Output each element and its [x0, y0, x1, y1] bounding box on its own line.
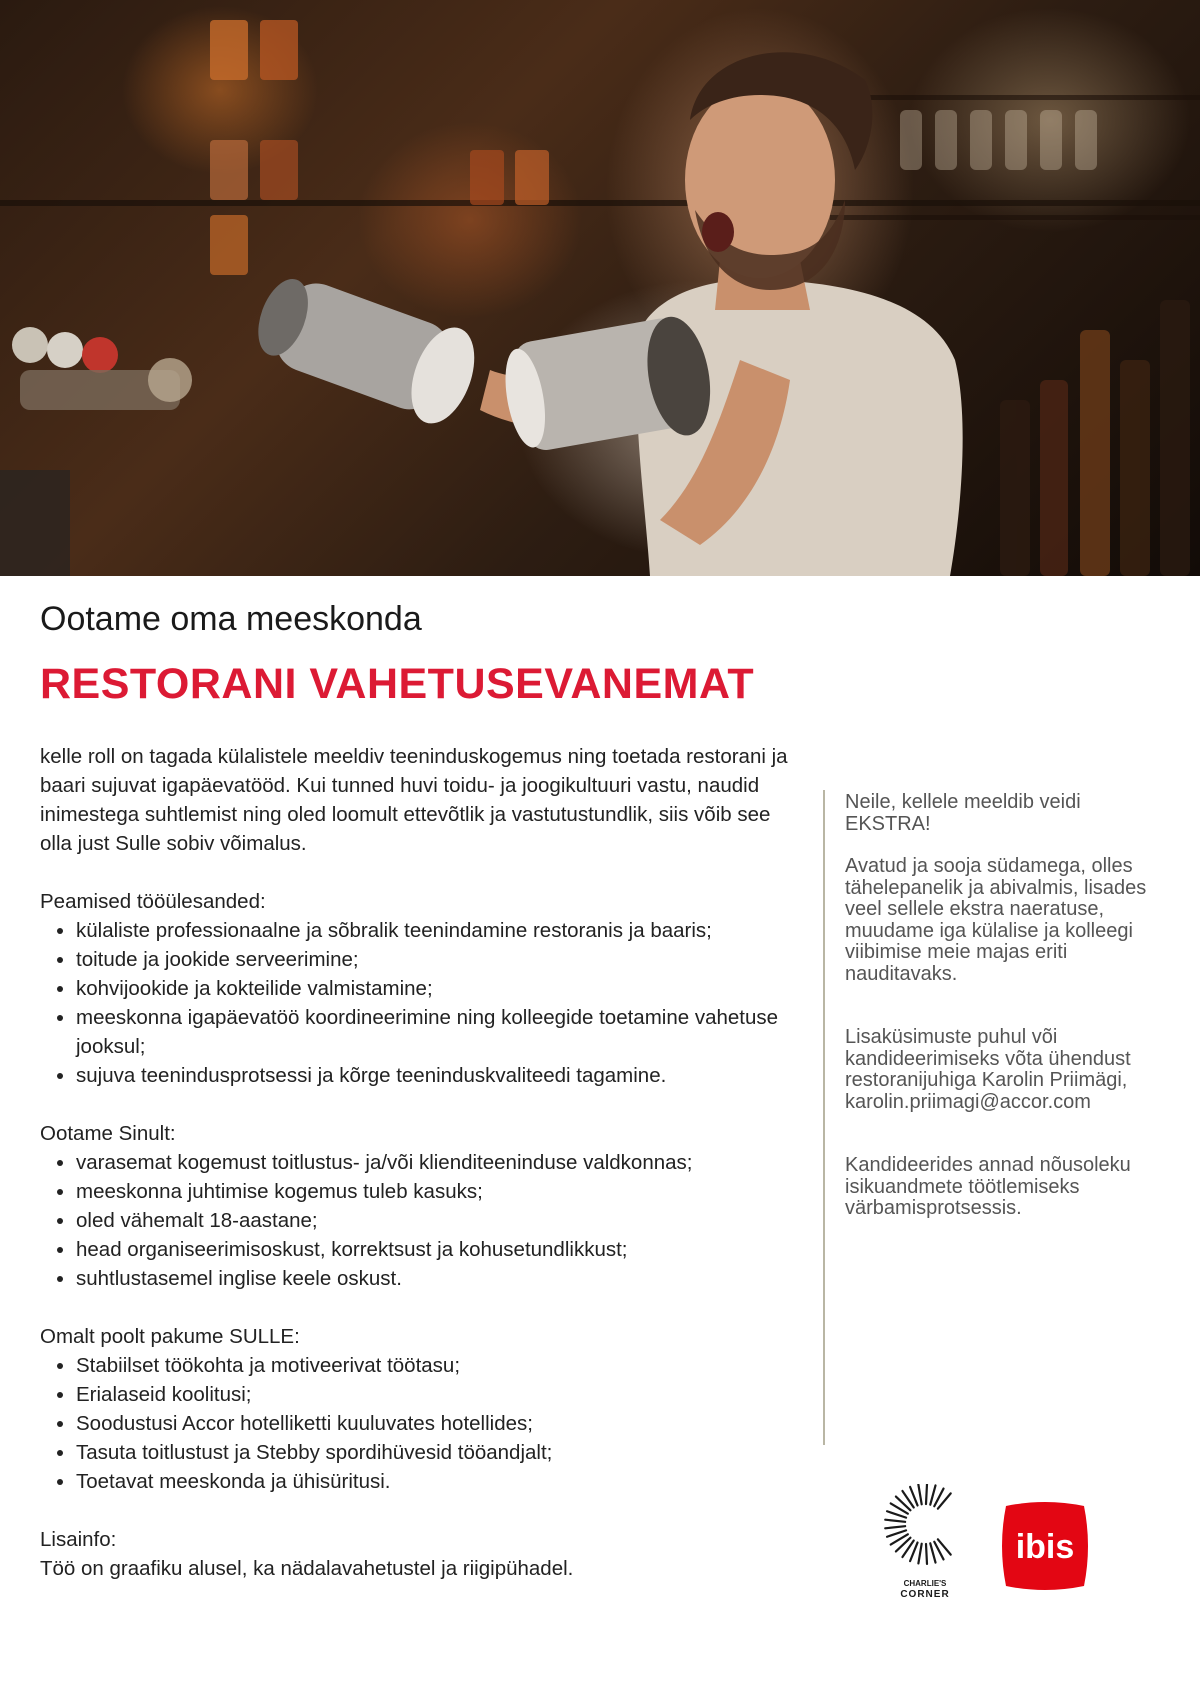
list-item: • meeskonna igapäevatöö koordineerimine ning kolleegide toetamine vahetuse jooksul; [76, 1003, 800, 1061]
column-divider [823, 790, 825, 1445]
list-item: • varasemat kogemust toitlustus- ja/või klienditeeninduse valdkonnas; [76, 1148, 800, 1177]
list-item: • Tasuta toitlustust ja Stebby spordihüvesid tööandjalt; [76, 1438, 800, 1467]
list-item: • Soodustusi Accor hotelliketti kuuluvates hotellides; [76, 1409, 800, 1438]
sidebar-values: Avatud ja sooja südamega, olles tähelepanelik ja abivalmis, lisades veel sellele ekstra naeratuse, muudame iga külalise ja kolleegi viibimise meie majas eriti nauditavaks. [845, 855, 1147, 985]
sidebar-contact: Lisaküsimuste puhul või kandideerimiseks võta ühendust restoranijuhiga Karolin Priimägi, karolin.priimagi@accor.com [845, 1026, 1131, 1113]
logo-ray [926, 1484, 927, 1504]
ibis-icon [1000, 1500, 1090, 1592]
job-title: RESTORANI VAHETUSEVANEMAT [40, 660, 755, 708]
logo-ray [887, 1530, 906, 1536]
charlies-corner-icon [880, 1484, 970, 1604]
logo-ray [885, 1520, 905, 1522]
extra-info-text: Töö on graafiku alusel, ka nädalavahetustel ja riigipühadel. [40, 1557, 574, 1580]
logo-ray [887, 1511, 906, 1517]
duties-label: Peamised tööülesanded: [40, 890, 266, 913]
charlies-corner-logo [880, 1484, 970, 1604]
charlies-line1: CHARLIE'S [903, 1579, 947, 1588]
offer-list [40, 1351, 800, 1496]
bartender-illustration [0, 0, 1200, 576]
sidebar-consent: Kandideerides annad nõusoleku isikuandmete töötlemiseks värbamisprotsessis. [845, 1154, 1131, 1219]
list-item: • kohvijookide ja kokteilide valmistamine; [76, 974, 800, 1003]
requirements-label: Ootame Sinult: [40, 1122, 176, 1145]
requirements-list [40, 1148, 800, 1293]
logo-ray [885, 1526, 905, 1528]
duties-list [40, 916, 800, 1090]
intro-text: kelle roll on tagada külalistele meeldiv teeninduskogemus ning toetada restorani ja baari sujuvat igapäevatööd. Kui tunned huvi toidu- ja joogikultuuri vastu, naudid inimestega suhtlemist ning oled loomult ettevõtlik ja vastutustundlik, siis võib see olla just Sulle sobiv võimalus. [40, 745, 788, 855]
main-column [40, 742, 800, 1583]
logo-ray [918, 1544, 921, 1564]
ibis-wordmark: ibis [1015, 1528, 1075, 1566]
ibis-logo [1000, 1500, 1090, 1592]
hero-photo [0, 0, 1200, 576]
list-item: • toitude ja jookide serveerimine; [76, 945, 800, 974]
offer-label: Omalt poolt pakume SULLE: [40, 1325, 300, 1348]
sidebar [845, 792, 1165, 1220]
logo-ray [926, 1544, 927, 1564]
extra-info-label: Lisainfo: [40, 1528, 117, 1551]
logo-ray [918, 1485, 921, 1505]
list-item: • külaliste professionaalne ja sõbralik teenindamine restoranis ja baaris; [76, 916, 800, 945]
list-item: • suhtlustasemel inglise keele oskust. [76, 1264, 800, 1293]
list-item: • Erialaseid koolitusi; [76, 1380, 800, 1409]
page-heading: Ootame oma meeskonda [40, 600, 422, 638]
charlies-line2: CORNER [900, 1589, 950, 1600]
sidebar-extra: Neile, kellele meeldib veidi EKSTRA! [845, 791, 1081, 835]
list-item: • Toetavat meeskonda ja ühisüritusi. [76, 1467, 800, 1496]
list-item: • meeskonna juhtimise kogemus tuleb kasuks; [76, 1177, 800, 1206]
list-item: • oled vähemalt 18-aastane; [76, 1206, 800, 1235]
list-item: • sujuva teenindusprotsessi ja kõrge teeninduskvaliteedi tagamine. [76, 1061, 800, 1090]
list-item: • head organiseerimisoskust, korrektsust ja kohusetundlikkust; [76, 1235, 800, 1264]
list-item: • Stabiilset töökohta ja motiveerivat töötasu; [76, 1351, 800, 1380]
logo-ray [930, 1485, 935, 1504]
logo-ray [930, 1543, 935, 1562]
